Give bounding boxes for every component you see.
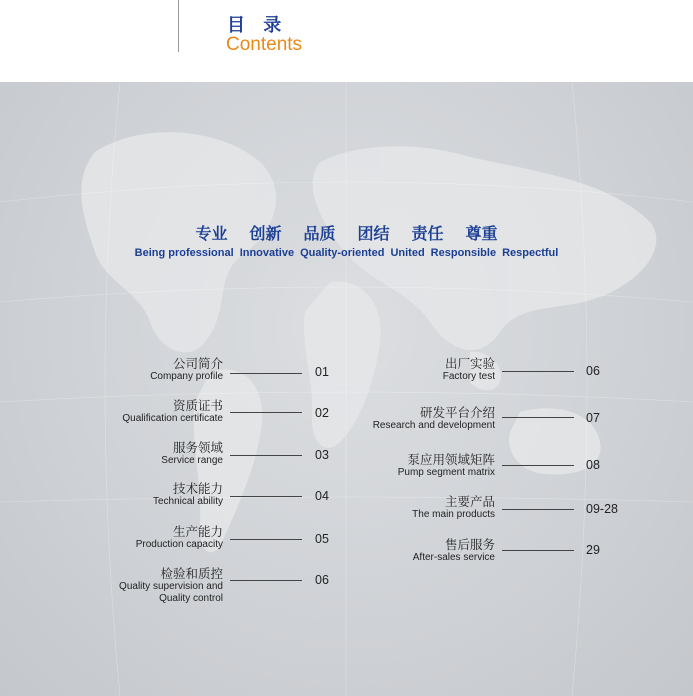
toc-page-number: 07 [586, 411, 600, 425]
toc-entry[interactable] [0, 566, 330, 608]
toc-page-number: 06 [586, 364, 600, 378]
toc-page-number: 03 [315, 448, 329, 462]
slogan-en-1: Being professional [134, 247, 234, 259]
slogan-cn-5: 责任 [411, 224, 444, 243]
toc-title-cn: 研发平台介绍 [419, 405, 495, 420]
toc-title-en: Company profile [150, 371, 223, 382]
slogan-en-6: Respectful [502, 247, 559, 259]
toc-title-en: After-sales service [412, 552, 495, 563]
toc-page-number: 08 [586, 458, 600, 472]
toc-title-en: Research and development [372, 420, 495, 431]
toc-title-cn: 服务领域 [172, 440, 223, 455]
toc-leader-line [230, 412, 302, 413]
toc-leader-line [502, 550, 574, 551]
slogan-cn-3: 品质 [303, 224, 336, 243]
slogan-en-3: Quality-oriented [300, 247, 385, 259]
toc-page-number: 09-28 [586, 502, 618, 516]
header-divider [178, 0, 179, 52]
toc-entry[interactable] [330, 405, 630, 441]
toc-page-number: 01 [315, 365, 329, 379]
toc-entry[interactable] [0, 524, 330, 560]
toc-title-en-line2: Quality control [159, 593, 223, 604]
toc-leader-line [502, 417, 574, 418]
toc-entry[interactable] [0, 356, 330, 392]
toc-leader-line [502, 371, 574, 372]
toc-leader-line [230, 539, 302, 540]
toc-title-cn: 公司简介 [172, 356, 223, 371]
toc-title-cn: 检验和质控 [160, 566, 223, 581]
toc-entry[interactable] [0, 481, 330, 517]
slogan-cn-2: 创新 [249, 224, 282, 243]
toc-page-number: 06 [315, 573, 329, 587]
slogan-en-2: Innovative [239, 247, 295, 259]
toc-leader-line [230, 455, 302, 456]
toc-title-cn: 出厂实验 [444, 356, 495, 371]
toc-leader-line [230, 580, 302, 581]
toc-title-en: Technical ability [152, 496, 223, 507]
toc-title-cn: 主要产品 [444, 494, 495, 509]
toc-title-en: Quality supervision and [119, 581, 223, 592]
toc-title-cn: 售后服务 [444, 537, 495, 552]
toc-title-en: Factory test [442, 371, 495, 382]
toc-page-number: 29 [586, 543, 600, 557]
toc-entry[interactable] [0, 440, 330, 476]
toc-page-number: 02 [315, 406, 329, 420]
toc-title-en: The main products [412, 509, 495, 520]
toc-title-en: Qualification certificate [122, 413, 223, 424]
slogan-cn-4: 团结 [357, 224, 390, 243]
toc-title-cn: 泵应用领域矩阵 [407, 452, 495, 467]
toc-entry[interactable] [330, 494, 630, 530]
page-title-en: Contents [226, 34, 303, 55]
slogan-en-5: Responsible [430, 247, 497, 259]
toc-entry[interactable] [0, 398, 330, 434]
slogan-cn-6: 尊重 [465, 224, 498, 243]
toc-title-en: Pump segment matrix [397, 467, 495, 478]
slogan-english [0, 247, 693, 259]
toc-leader-line [230, 496, 302, 497]
toc-entry[interactable] [330, 356, 630, 392]
slogan-cn-1: 专业 [195, 224, 228, 243]
toc-title-cn: 资质证书 [172, 398, 223, 413]
header [0, 0, 693, 82]
toc-leader-line [502, 509, 574, 510]
toc-leader-line [230, 373, 302, 374]
toc-entry[interactable] [330, 452, 630, 488]
page-title-cn: 目 录 [227, 15, 288, 36]
toc-page-number: 05 [315, 532, 329, 546]
toc-entry[interactable] [330, 537, 630, 573]
slogan-chinese [0, 221, 693, 244]
slogan-en-4: United [390, 247, 425, 259]
toc-title-cn: 生产能力 [172, 524, 223, 539]
toc-title-en: Service range [161, 455, 223, 466]
toc-title-en: Production capacity [135, 539, 223, 550]
toc-page-number: 04 [315, 489, 329, 503]
toc-leader-line [502, 465, 574, 466]
toc-title-cn: 技术能力 [172, 481, 223, 496]
